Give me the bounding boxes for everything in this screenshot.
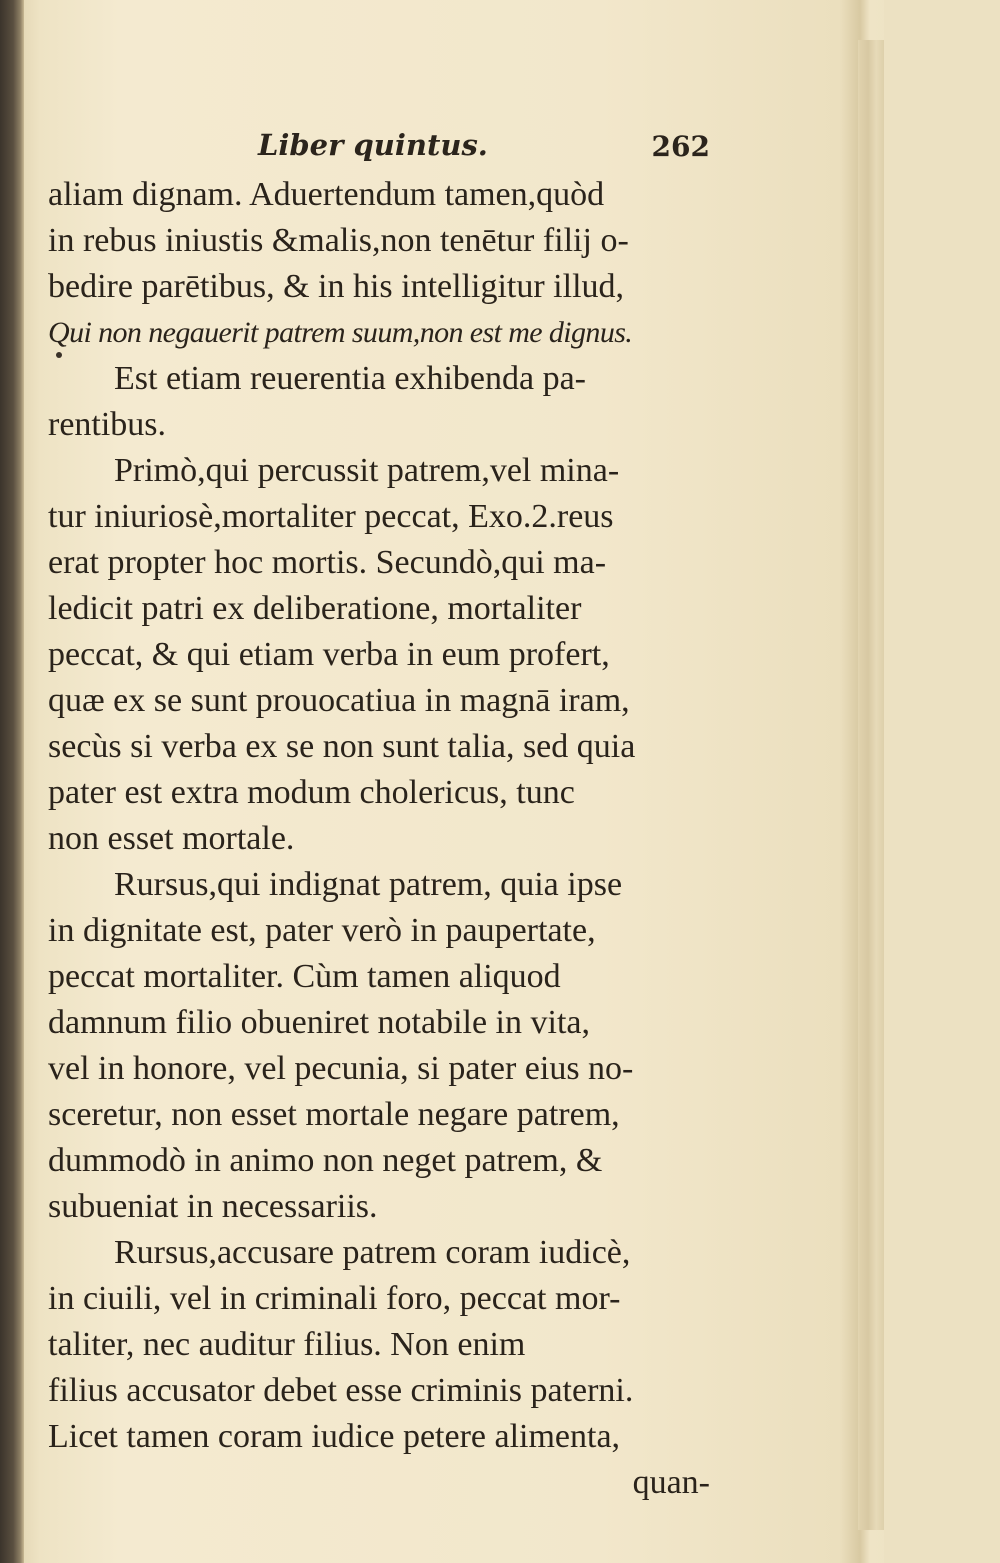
text-line: dummodò in animo non neget patrem, & xyxy=(48,1142,603,1179)
text-line: damnum filio obueniret notabile in vita, xyxy=(48,1004,590,1041)
text-line: bedire parētibus, & in his intelligitur illud, xyxy=(48,268,625,305)
text-line: rentibus. xyxy=(48,406,167,443)
text-line: Licet tamen coram iudice petere alimenta, xyxy=(48,1418,621,1455)
text-line: in dignitate est, pater verò in paupertate, xyxy=(48,912,596,949)
text-line: taliter, nec auditur filius. Non enim xyxy=(48,1326,526,1363)
text-block xyxy=(48,172,710,1506)
text-line: filius accusator debet esse criminis paterni. xyxy=(48,1372,634,1409)
right-margin xyxy=(884,0,1000,1563)
text-line: non esset mortale. xyxy=(48,820,295,857)
text-line: ledicit patri ex deliberatione, mortaliter xyxy=(48,590,582,627)
text-line: quæ ex se sunt prouocatiua in magnā iram, xyxy=(48,682,630,719)
text-line: Est etiam reuerentia exhibenda pa- xyxy=(114,360,586,397)
text-line: vel in honore, vel pecunia, si pater eius no- xyxy=(48,1050,634,1087)
text-line: in ciuili, vel in criminali foro, peccat mor- xyxy=(48,1280,621,1317)
text-line: tur iniuriosè,mortaliter peccat, Exo.2.reus xyxy=(48,498,614,535)
text-line: subueniat in necessariis. xyxy=(48,1188,378,1225)
text-line: secùs si verba ex se non sunt talia, sed quia xyxy=(48,728,636,765)
text-line: pater est extra modum cholericus, tunc xyxy=(48,774,575,811)
text-line: aliam dignam. Aduertendum tamen,quòd xyxy=(48,176,605,213)
text-line: Rursus,qui indignat patrem, quia ipse xyxy=(114,866,623,903)
catchword: quan- xyxy=(632,1464,710,1501)
text-line: Rursus,accusare patrem coram iudicè, xyxy=(114,1234,631,1271)
book-spine xyxy=(0,0,24,1563)
text-line: sceretur, non esset mortale negare patrem, xyxy=(48,1096,620,1133)
text-line: peccat, & qui etiam verba in eum profert, xyxy=(48,636,610,673)
page-number: 262 xyxy=(651,130,710,163)
text-line: in rebus iniustis &malis,non tenētur filij o- xyxy=(48,222,629,259)
text-line: peccat mortaliter. Cùm tamen aliquod xyxy=(48,958,561,995)
text-line: erat propter hoc mortis. Secundò,qui ma- xyxy=(48,544,607,581)
quotation-line: Qui non negauerit patrem suum,non est me dignus. xyxy=(48,316,633,349)
running-head-title: Liber quintus. xyxy=(258,128,488,162)
page-edge xyxy=(858,40,884,1530)
running-head xyxy=(48,128,710,174)
text-line: Primò,qui percussit patrem,vel mina- xyxy=(114,452,620,489)
